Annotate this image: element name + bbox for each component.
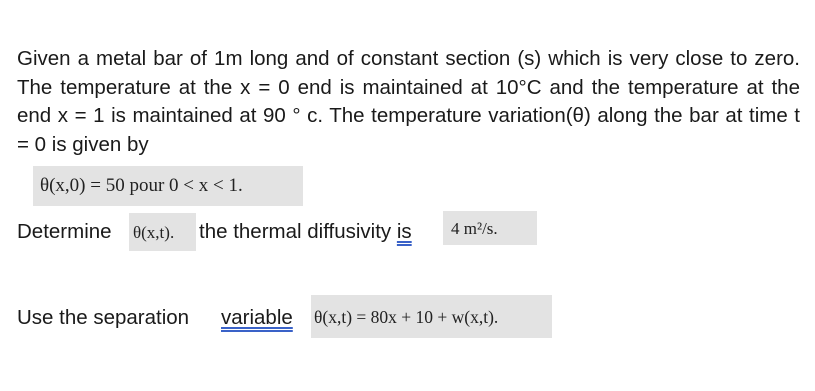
separation-label: Use the separation (17, 306, 190, 329)
variable-underlined-word: variable (221, 306, 293, 329)
is-underlined-word: is (396, 220, 412, 243)
separation-formula: θ(x,t) = 80x + 10 + w(x,t). (311, 295, 552, 338)
diffusivity-value-formula: 4 m²/s. (443, 211, 537, 245)
theta-xt-formula: θ(x,t). (129, 213, 196, 251)
thermal-diffusivity-label: the thermal diffusivity (199, 220, 397, 243)
initial-condition-formula: θ(x,0) = 50 pour 0 < x < 1. (33, 166, 303, 206)
thermal-diffusivity-text (199, 218, 412, 246)
determine-label: Determine (17, 220, 112, 243)
problem-statement: Given a metal bar of 1m long and of constant section (s) which is very close to zero. The temperature at the x = 0 end is maintained at 10°C and the temperature at the end x = 1 is maintained at 90 ° c. The temperature variation(θ) along the bar at time t = 0 is given by (17, 47, 800, 156)
